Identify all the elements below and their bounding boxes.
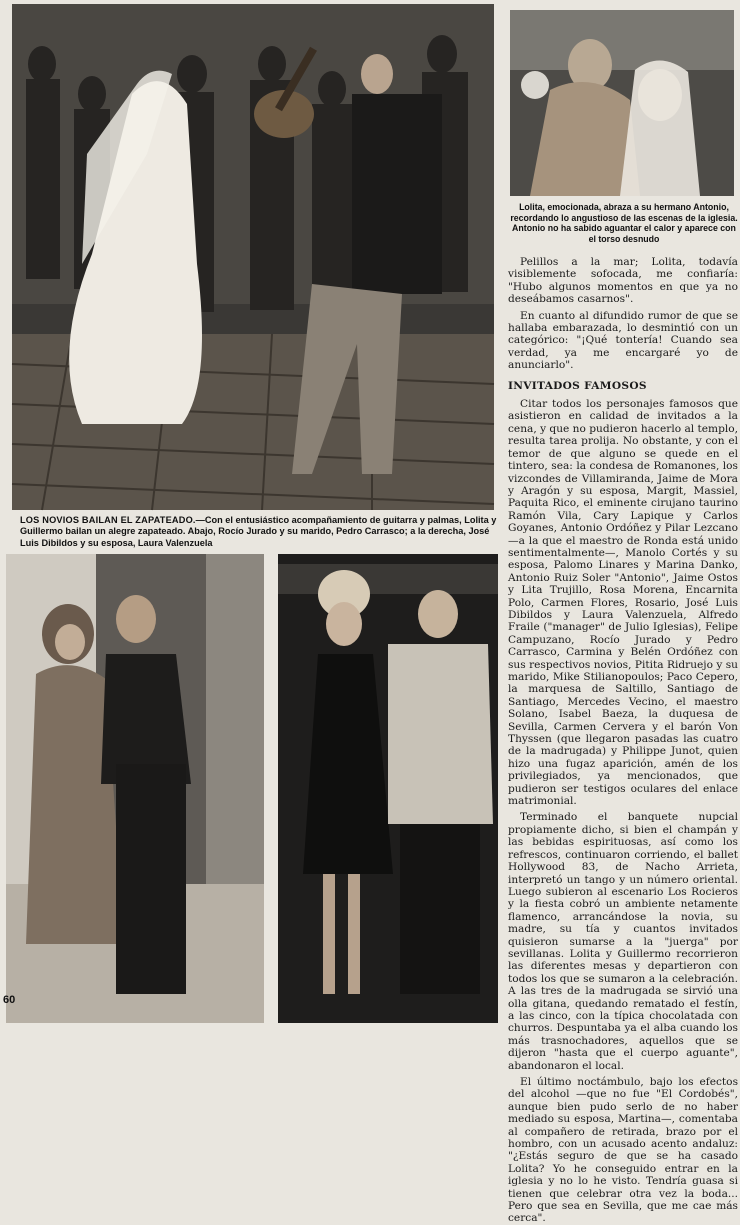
article-paragraph: El último noctámbulo, bajo los efectos del alcohol —que no fue "El Cordobés", aunque bien pudo serlo de no haber mediado su esposa, Martina—, comentaba al compañero de retirada, brazo por el hombro, con un acusado acento andaluz: "¿Estás seguro de que se ha casado Lolita? Yo he conseguido entrar en la iglesia y no lo he visto. Tendría guasa si tienen que celebrar otra vez la boda... Pero que sea en Sevilla, que me cae más cerca". (508, 1076, 738, 1225)
article-paragraph: Terminado el banquete nupcial propiamente dicho, si bien el champán y las bebidas espirituosas, así como los refrescos, continuaron corriendo, el ballet Hollywood 83, de Nacho Arrieta, interpretó un tango y un número oriental. Luego subieron al escenario Los Rocieros y la fiesta cobró un ambiente netamente flamenco, arrancándose la novia, su madre, su tía y cuantos invitados quisieron sumarse a la "juerga" por sevillanas. Lolita y Guillermo recorrieron las diferentes mesas y departieron con todos los que se sumaron a la celebración. A las tres de la madrugada se sirvió una olla gitana, quedando rematado el festín, a las cinco, con la típica chocolatada con churros. Despuntaba ya el alba cuando los más trasnochadores, aquellos que se dijeron "hasta que el cuerpo aguante", abandonaron el local. (508, 811, 738, 1072)
article-heading: INVITADOS FAMOSOS (508, 379, 647, 392)
article-paragraph: Pelillos a la mar; Lolita, todavía visiblemente sofocada, me confiaría: "Hubo algunos momentos en que ya no deseábamos casarnos". (508, 256, 738, 306)
article-body (508, 256, 739, 1225)
photo-dance (12, 4, 494, 510)
caption-dance-text: —Con el entusiástico acompañamiento de guitarra y palmas, Lolita y Guillermo bailan un alegre zapateado. Abajo, Rocío Jurado y su marido, Pedro Carrasco; a la derecha, José Luis Dibildos y su esposa, Laura Valenzuela (20, 515, 497, 548)
page-number: 60 (3, 994, 16, 1006)
caption-dance-lead: LOS NOVIOS BAILAN EL ZAPATEADO. (20, 515, 196, 525)
article-paragraph: En cuanto al difundido rumor de que se hallaba embarazada, lo desmintió con un categórico: "¡Qué tontería! Cuando sea verdad, ya me encargaré yo de anunciarlo". (508, 309, 738, 372)
photo-embrace (510, 10, 734, 196)
caption-dance (20, 515, 498, 549)
photo-couple-left (6, 554, 264, 1023)
photo-couple-right (278, 554, 498, 1023)
caption-embrace (508, 202, 740, 244)
article-paragraph: Citar todos los personajes famosos que asistieron en calidad de invitados a la cena, y que no pudieron hacerlo al templo, resulta tarea prolija. No obstante, y con el temor de que alguno se quede en el tintero, sea: la condesa de Romanones, los vizcondes de Villamiranda, Jaime de Mora y Aragón y su esposa, Margit, Massiel, Paquita Rico, el eminente cirujano taurino Ramón Vila, Cary Lapique y Carlos Goyanes, Antonio Ordóñez y Pilar Lezcano —a la que el maestro de Ronda está unido sentimentalmente—, Manolo Cortés y su esposa, Palomo Linares y Marina Danko, Antonio Ruiz Soler "Antonio", Jaime Ostos y Lita Trujillo, Rosa Morena, Encarnita Polo, Carmen Flores, Rosario, José Luis Dibildos y Laura Valenzuela, Alfredo Fraile ("manager" de Julio Iglesias), Felipe Campuzano, Rocío Jurado y Pedro Carrasco, Carmina y Belén Ordóñez con sus respectivos novios, Pitita Ridruejo y su marido, Mike Stilianopoulos; Paco Cepero, la marquesa de Saltillo, Santiago de Santiago, Mercedes Vecino, el maestro Solano, Isabel Baeza, la duquesa de Sevilla, Carmen Cervera y el barón Von Thyssen (que llegaron pasadas las cuatro de la madrugada) y Philippe Junot, quien hizo una fugaz aparición, amén de los privilegiados, ya mencionados, que pudieron ser testigos oculares del enlace matrimonial. (508, 398, 739, 808)
caption-embrace-text: Lolita, emocionada, abraza a su hermano Antonio, recordando lo angustioso de las escenas de la iglesia. Antonio no ha sabido aguantar el calor y aparece con el torso desnudo (510, 202, 738, 244)
